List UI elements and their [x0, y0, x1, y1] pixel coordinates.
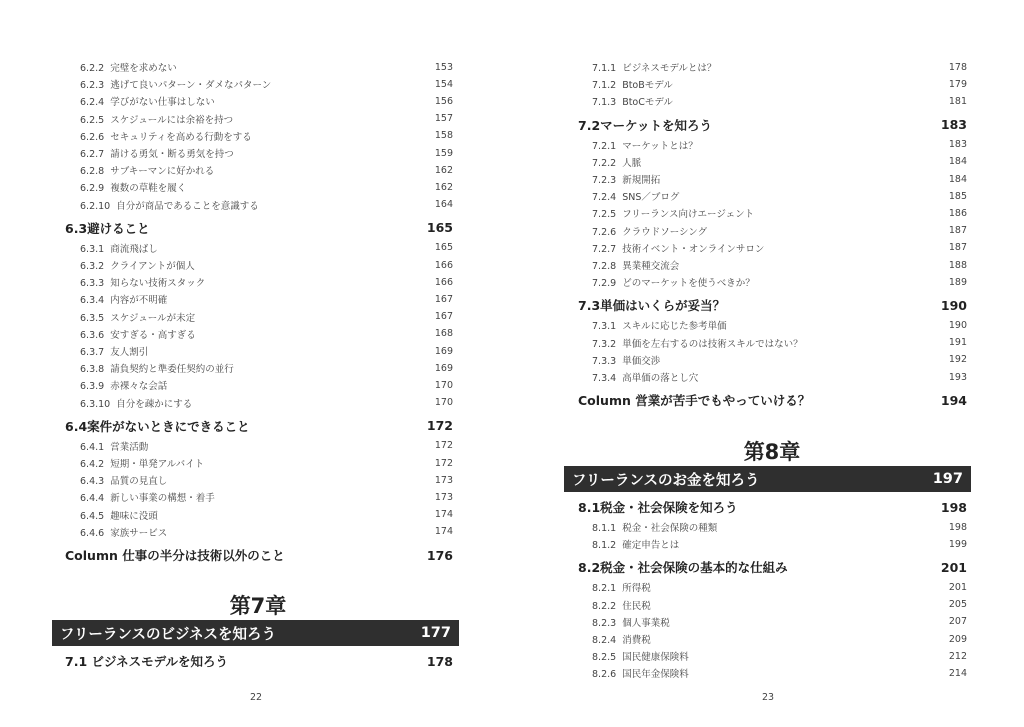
toc-entry-subsection[interactable]	[80, 378, 453, 392]
toc-entry-subsection[interactable]	[592, 666, 967, 680]
entry-label	[592, 275, 755, 289]
toc-entry-section[interactable]	[65, 652, 453, 670]
entry-number: 6.4.3	[80, 476, 105, 488]
entry-page: 169	[434, 345, 453, 357]
entry-title: 品質の見直し	[110, 476, 168, 488]
entry-title: ビジネスモデルを知ろう	[91, 654, 229, 669]
entry-title: スケジュールには余裕を持つ	[110, 114, 234, 126]
entry-label	[80, 378, 167, 392]
entry-page: 159	[434, 147, 453, 159]
entry-page: 214	[948, 667, 967, 679]
entry-number: 6.3.4	[80, 295, 105, 307]
entry-number: 6.3.1	[80, 243, 105, 255]
toc-entry-subsection[interactable]	[592, 77, 967, 91]
entry-label	[80, 344, 148, 358]
entry-number: 8.2.4	[592, 635, 617, 646]
entry-label	[80, 112, 233, 126]
entry-page: 172	[434, 440, 453, 452]
entry-number: 6.3	[65, 220, 88, 236]
toc-entry-subsection[interactable]	[592, 615, 967, 629]
entry-page: 162	[434, 181, 453, 193]
entry-number: 6.3.8	[80, 364, 105, 376]
entry-number: 6.3.3	[80, 278, 105, 290]
entry-number: 8.1.1	[592, 523, 617, 534]
chapter-8-banner[interactable]	[564, 466, 971, 492]
entry-label	[80, 361, 234, 375]
entry-title: 自分が商品であることを意識する	[116, 200, 259, 212]
entry-label	[578, 498, 738, 516]
entry-number: 7.2.2	[592, 157, 617, 169]
entry-page: 165	[426, 220, 453, 236]
entry-number: 6.2.7	[80, 149, 105, 160]
page-number: 22	[249, 692, 263, 703]
entry-title: 人脈	[622, 157, 642, 169]
entry-number: 7.2.7	[592, 243, 617, 255]
toc-entry-subsection[interactable]	[592, 336, 967, 350]
entry-title: 単価交渉	[622, 355, 661, 367]
entry-page: 201	[948, 581, 967, 593]
toc-entry-subsection[interactable]	[592, 155, 967, 169]
entry-title: 新しい事業の構想・着手	[110, 493, 215, 505]
toc-entry-subsection[interactable]	[592, 537, 967, 551]
toc-entry-subsection[interactable]	[80, 77, 453, 91]
entry-page: 172	[426, 418, 453, 434]
entry-label	[80, 241, 158, 255]
entry-title: 高単価の落とし穴	[622, 373, 699, 384]
entry-title: 家族サービス	[110, 527, 168, 539]
entry-page: 153	[434, 61, 453, 73]
entry-label	[578, 116, 712, 134]
entry-page: 187	[948, 242, 967, 254]
entry-title: 営業活動	[110, 441, 149, 453]
chapter-8-page: 197	[932, 471, 963, 487]
entry-title: 学びがない仕事はしない	[110, 97, 215, 109]
toc-entry-subsection[interactable]	[80, 456, 453, 470]
toc-entry-subsection[interactable]	[80, 180, 453, 194]
entry-title: ビジネスモデルとは？	[622, 63, 717, 74]
entry-page: 209	[948, 633, 967, 645]
entry-label	[592, 206, 754, 220]
entry-number: 7.2.9	[592, 278, 617, 290]
entry-label	[592, 258, 679, 272]
entry-title: 請ける勇気・断る勇気を持つ	[110, 149, 234, 160]
toc-entry-section[interactable]	[578, 498, 967, 516]
entry-label	[592, 580, 651, 594]
toc-entry-subsection[interactable]	[592, 598, 967, 612]
toc-entry-subsection[interactable]	[80, 163, 453, 177]
entry-number: 6.4.2	[80, 459, 105, 470]
entry-title: 複数の草鞋を履く	[110, 183, 187, 195]
entry-page: 181	[948, 95, 967, 107]
entry-label	[592, 615, 670, 629]
toc-entry-subsection[interactable]	[80, 310, 453, 324]
toc-entry-subsection[interactable]	[592, 94, 967, 108]
entry-number: 7.1.1	[592, 63, 617, 74]
entry-title: 友人割引	[110, 347, 149, 358]
entry-number: 7.2.5	[592, 209, 617, 221]
entry-number: 6.2.8	[80, 166, 105, 178]
entry-page: 186	[948, 207, 967, 219]
entry-page: 178	[948, 61, 967, 73]
toc-entry-subsection[interactable]	[80, 275, 453, 289]
toc-entry-subsection[interactable]	[592, 224, 967, 238]
entry-number: 7.2	[578, 117, 601, 133]
entry-page: 154	[434, 78, 453, 90]
entry-number: 6.2.2	[80, 63, 105, 74]
toc-entry-subsection[interactable]	[592, 632, 967, 646]
toc-entry-subsection[interactable]	[592, 258, 967, 272]
toc-entry-subsection[interactable]	[592, 370, 967, 384]
entry-label	[592, 336, 803, 350]
entry-number: 6.3.10	[80, 398, 111, 410]
entry-title: 異業種交流会	[622, 261, 680, 272]
entry-title: Column 営業が苦手でもやっていける？	[578, 393, 811, 409]
entry-page: 187	[948, 225, 967, 237]
toc-entry-section[interactable]	[578, 391, 967, 409]
entry-title: 避けること	[87, 220, 150, 236]
entry-page: 176	[426, 547, 453, 563]
entry-title: SNS／ブログ	[622, 192, 680, 204]
entry-label	[592, 598, 651, 612]
entry-page: 191	[948, 337, 967, 349]
entry-title: 趣味に没頭	[110, 510, 158, 522]
entry-label	[592, 353, 660, 367]
entry-number: 6.2.6	[80, 131, 105, 143]
entry-title: 自分を疎かにする	[116, 398, 193, 410]
entry-title: 完璧を求めない	[110, 63, 177, 74]
entry-label	[592, 77, 673, 91]
entry-label	[592, 370, 698, 384]
entry-page: 199	[948, 538, 967, 550]
entry-label	[80, 60, 177, 74]
right-page	[512, 0, 1024, 727]
entry-number: 6.3.6	[80, 329, 105, 341]
entry-title: サブキーマンに好かれる	[110, 166, 215, 178]
entry-page: 168	[434, 328, 453, 340]
entry-title: 税金・社会保険を知ろう	[600, 500, 738, 515]
entry-label	[80, 490, 215, 504]
entry-title: 税金・社会保険の基本的な仕組み	[600, 560, 788, 576]
entry-page: 201	[940, 559, 967, 575]
toc-entry-subsection[interactable]	[592, 241, 967, 255]
entry-label	[592, 318, 727, 332]
entry-page: 193	[948, 371, 967, 383]
toc-entry-section[interactable]	[578, 296, 967, 314]
entry-title: セキュリティを高める行動をする	[110, 131, 252, 143]
entry-label	[592, 138, 698, 152]
entry-page: 183	[940, 117, 967, 133]
entry-label	[80, 163, 214, 177]
entry-label	[592, 649, 689, 663]
entry-page: 189	[948, 276, 967, 288]
entry-title: 国民健康保険料	[622, 652, 689, 664]
entry-page: 170	[434, 397, 453, 409]
entry-title: BtoBモデル	[622, 80, 673, 92]
entry-title: 国民年金保険料	[622, 669, 689, 681]
entry-page: 192	[948, 354, 967, 366]
entry-label	[65, 219, 150, 237]
entry-page: 164	[434, 199, 453, 211]
toc-entry-subsection[interactable]	[80, 198, 453, 212]
entry-title: スケジュールが未定	[110, 312, 196, 324]
entry-page: 172	[434, 457, 453, 469]
entry-page: 178	[426, 653, 453, 669]
entry-number: 7.1	[65, 654, 88, 669]
entry-label	[80, 180, 186, 194]
entry-number: 7.3.4	[592, 373, 617, 384]
entry-label	[592, 94, 673, 108]
entry-page: 167	[434, 311, 453, 323]
toc-entry-subsection[interactable]	[592, 275, 967, 289]
entry-label	[80, 456, 204, 470]
entry-number: 6.4.1	[80, 441, 105, 453]
entry-title: どのマーケットを使うべきか？	[622, 278, 755, 290]
entry-title: マーケットとは？	[622, 140, 698, 152]
entry-label	[80, 439, 148, 453]
entry-page: 188	[948, 259, 967, 271]
toc-entry-subsection[interactable]	[80, 396, 453, 410]
toc-entry-section[interactable]	[65, 546, 453, 564]
entry-page: 166	[434, 276, 453, 288]
entry-title: 請負契約と準委任契約の並行	[110, 364, 234, 376]
entry-number: 8.2.5	[592, 652, 617, 664]
entry-title: 案件がないときにできること	[87, 418, 250, 434]
entry-number: 7.1.3	[592, 97, 617, 109]
entry-page: 174	[434, 509, 453, 521]
entry-label	[80, 508, 158, 522]
chapter-8-title: フリーランスのお金を知ろう	[572, 472, 760, 489]
entry-number: 7.3.1	[592, 321, 617, 333]
entry-title: 確定申告とは	[622, 540, 680, 552]
entry-title: 逃げて良いパターン・ダメなパターン	[110, 80, 272, 92]
entry-number: 8.1	[578, 500, 601, 515]
entry-label	[65, 417, 250, 435]
toc-entry-subsection[interactable]	[80, 525, 453, 539]
entry-page: 184	[948, 156, 967, 168]
toc-entry-subsection[interactable]	[80, 146, 453, 160]
page-number: 23	[761, 692, 775, 703]
entry-page: 179	[948, 78, 967, 90]
toc-entry-subsection[interactable]	[80, 439, 453, 453]
chapter-heading-7: 第7章	[229, 594, 287, 618]
toc-entry-subsection[interactable]	[80, 60, 453, 74]
entry-number: 7.2.1	[592, 140, 617, 152]
toc-entry-section[interactable]	[65, 417, 453, 435]
entry-number: 8.2.6	[592, 669, 617, 681]
entry-page: 156	[434, 95, 453, 107]
entry-title: 単価を左右するのは技術スキルではない？	[622, 338, 803, 350]
entry-number: 6.2.3	[80, 80, 105, 92]
entry-label	[578, 391, 810, 409]
entry-label	[592, 172, 660, 186]
entry-title: 税金・社会保険の種類	[622, 523, 718, 534]
toc-entry-section[interactable]	[65, 219, 453, 237]
toc-entry-subsection[interactable]	[592, 353, 967, 367]
entry-page: 194	[940, 392, 967, 408]
entry-label	[80, 77, 271, 91]
entry-page: 167	[434, 293, 453, 305]
toc-entry-subsection[interactable]	[592, 520, 967, 534]
entry-page: 198	[940, 499, 967, 515]
entry-number: 6.2.10	[80, 200, 111, 212]
entry-page: 165	[434, 242, 453, 254]
entry-number: 8.2.3	[592, 617, 617, 629]
toc-entry-subsection[interactable]	[592, 649, 967, 663]
entry-title: スキルに応じた参考単価	[622, 321, 727, 333]
toc-entry-subsection[interactable]	[592, 172, 967, 186]
entry-title: 技術イベント・オンラインサロン	[622, 243, 765, 255]
toc-entry-subsection[interactable]	[80, 241, 453, 255]
entry-label	[80, 473, 167, 487]
toc-entry-subsection[interactable]	[592, 138, 967, 152]
entry-title: 知らない技術スタック	[110, 278, 206, 290]
toc-entry-subsection[interactable]	[80, 344, 453, 358]
toc-entry-subsection[interactable]	[80, 327, 453, 341]
entry-title: 所得税	[622, 583, 651, 595]
entry-label	[592, 224, 707, 238]
entry-number: 7.3	[578, 298, 601, 314]
chapter-7-title: フリーランスのビジネスを知ろう	[60, 626, 277, 643]
entry-label	[592, 537, 679, 551]
entry-page: 198	[948, 521, 967, 533]
entry-title: 新規開拓	[622, 175, 661, 186]
entry-page: 212	[948, 650, 967, 662]
entry-number: 6.4.4	[80, 493, 105, 505]
toc-entry-subsection[interactable]	[80, 112, 453, 126]
entry-page: 174	[434, 526, 453, 538]
entry-label	[592, 520, 717, 534]
entry-number: 7.2.8	[592, 261, 617, 272]
entry-page: 157	[434, 113, 453, 125]
entry-number: 8.2.1	[592, 583, 617, 595]
entry-number: 7.2.4	[592, 192, 617, 204]
entry-number: 8.2.2	[592, 600, 617, 612]
entry-label	[80, 94, 215, 108]
entry-label	[80, 129, 252, 143]
entry-number: 6.2.5	[80, 114, 105, 126]
entry-page: 158	[434, 130, 453, 142]
entry-number: 7.2.3	[592, 175, 617, 186]
entry-title: 赤裸々な会話	[110, 381, 168, 393]
entry-number: 7.2.6	[592, 226, 617, 238]
entry-label	[578, 296, 725, 314]
entry-title: Column 仕事の半分は技術以外のこと	[65, 548, 285, 563]
entry-page: 205	[948, 599, 967, 611]
entry-page: 185	[948, 190, 967, 202]
toc-entry-subsection[interactable]	[80, 94, 453, 108]
entry-title: 短期・単発アルバイト	[110, 459, 205, 470]
entry-title: 個人事業税	[622, 617, 670, 629]
entry-page: 183	[948, 139, 967, 151]
toc-entry-subsection[interactable]	[592, 318, 967, 332]
entry-number: 8.1.2	[592, 540, 617, 552]
entry-number: 6.4	[65, 418, 88, 434]
toc-entry-subsection[interactable]	[80, 490, 453, 504]
entry-page: 190	[940, 297, 967, 313]
entry-label	[578, 558, 788, 576]
entry-number: 7.1.2	[592, 80, 617, 92]
toc-entry-subsection[interactable]	[592, 60, 967, 74]
entry-number: 7.3.2	[592, 338, 617, 350]
chapter-7-page: 177	[420, 625, 451, 641]
entry-title: 商流飛ばし	[110, 243, 158, 255]
entry-page: 207	[948, 616, 967, 628]
entry-page: 173	[434, 491, 453, 503]
entry-label	[592, 241, 764, 255]
entry-number: 6.2.4	[80, 97, 105, 109]
entry-label	[592, 666, 689, 680]
entry-title: 単価はいくらが妥当？	[600, 298, 726, 314]
entry-number: 6.3.9	[80, 381, 105, 393]
entry-page: 166	[434, 259, 453, 271]
entry-label	[80, 310, 195, 324]
entry-title: 内容が不明確	[110, 295, 168, 307]
chapter-7-banner[interactable]	[52, 620, 459, 646]
entry-label	[592, 60, 716, 74]
entry-title: 消費税	[622, 635, 651, 646]
toc-entry-subsection[interactable]	[80, 473, 453, 487]
entry-page: 162	[434, 164, 453, 176]
entry-number: 6.4.6	[80, 527, 105, 539]
entry-title: BtoCモデル	[622, 97, 673, 109]
toc-entry-section[interactable]	[578, 116, 967, 134]
entry-number: 6.3.2	[80, 261, 105, 272]
entry-label	[592, 632, 651, 646]
toc-entry-subsection[interactable]	[80, 129, 453, 143]
entry-page: 173	[434, 474, 453, 486]
entry-title: クライアントが個人	[110, 261, 195, 272]
toc-entry-subsection[interactable]	[80, 361, 453, 375]
entry-page: 170	[434, 379, 453, 391]
entry-number: 8.2	[578, 560, 601, 576]
entry-page: 169	[434, 362, 453, 374]
entry-label	[80, 525, 167, 539]
toc-entry-subsection[interactable]	[80, 258, 453, 272]
entry-title: マーケットを知ろう	[600, 117, 713, 133]
entry-number: 6.4.5	[80, 510, 105, 522]
toc-entry-subsection[interactable]	[80, 292, 453, 306]
toc-entry-subsection[interactable]	[592, 580, 967, 594]
entry-page: 190	[948, 319, 967, 331]
entry-label	[65, 546, 285, 564]
toc-entry-subsection[interactable]	[80, 508, 453, 522]
chapter-heading-8: 第8章	[743, 440, 801, 464]
entry-title: クラウドソーシング	[622, 226, 708, 238]
entry-title: 住民税	[622, 600, 651, 612]
entry-label	[80, 198, 259, 212]
entry-label	[80, 275, 205, 289]
entry-title: 安すぎる・高すぎる	[110, 329, 196, 341]
entry-number: 6.3.5	[80, 312, 105, 324]
toc-entry-subsection[interactable]	[592, 189, 967, 203]
entry-label	[80, 327, 196, 341]
entry-number: 7.3.3	[592, 355, 617, 367]
entry-label	[80, 292, 167, 306]
toc-entry-section[interactable]	[578, 558, 967, 576]
entry-label	[592, 189, 679, 203]
toc-entry-subsection[interactable]	[592, 206, 967, 220]
entry-label	[80, 258, 195, 272]
entry-title: フリーランス向けエージェント	[622, 209, 755, 221]
entry-label	[80, 396, 192, 410]
entry-page: 184	[948, 173, 967, 185]
entry-label	[592, 155, 641, 169]
entry-label	[80, 146, 234, 160]
entry-number: 6.3.7	[80, 347, 105, 358]
entry-number: 6.2.9	[80, 183, 105, 195]
